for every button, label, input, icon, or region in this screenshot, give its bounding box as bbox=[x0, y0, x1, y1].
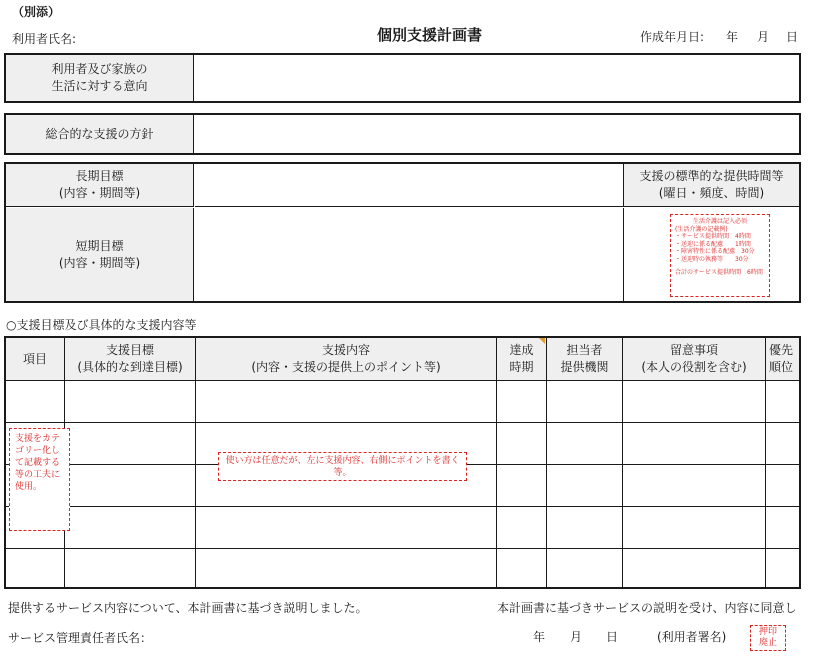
intention-label: 利用者及び家族の 生活に対する意向 bbox=[6, 55, 194, 101]
explained-statement: 提供するサービス内容について、本計画書に基づき説明しました。 bbox=[8, 601, 368, 615]
agreed-statement: 本計画書に基づきサービスの説明を受け、内容に同意し bbox=[497, 601, 797, 615]
page-title: 個別支援計画書 bbox=[377, 26, 483, 44]
col-header-achieve: 達成 時期 bbox=[497, 338, 546, 380]
time-note-line1: 生活介護は記入必須 bbox=[692, 218, 747, 225]
user-name-label: 利用者氏名: bbox=[12, 32, 77, 46]
sign-year: 年 bbox=[533, 630, 546, 644]
table-row[interactable] bbox=[6, 549, 801, 587]
manager-name-label: サービス管理責任者氏名： bbox=[8, 631, 153, 645]
user-signature-label: (利用者署名) bbox=[657, 630, 727, 644]
col-header-staff: 担当者 提供機関 bbox=[547, 338, 622, 380]
short-term-field[interactable] bbox=[195, 208, 623, 301]
time-note-line2: (生活介護の記載例) bbox=[675, 225, 728, 233]
intention-field[interactable] bbox=[195, 55, 799, 101]
long-term-field[interactable] bbox=[195, 164, 623, 207]
time-note-item: ・サービス提供時間 4時間 bbox=[675, 233, 751, 240]
policy-field[interactable] bbox=[195, 115, 799, 153]
time-note-item: ・送迎に係る配慮 1時間 bbox=[675, 240, 751, 248]
col-header-notes: 留意事項 (本人の役割を含む) bbox=[623, 338, 765, 380]
time-note-total: 合計のサービス提供時間 6時間 bbox=[675, 269, 763, 276]
long-term-label: 長期目標 (内容・期間等) bbox=[6, 164, 194, 207]
policy-box bbox=[4, 113, 801, 155]
col-header-item: 項目 bbox=[6, 338, 64, 380]
standard-time-label: 支援の標準的な提供時間等 (曜日・頻度、時間) bbox=[623, 164, 799, 207]
date-label: 作成年月日: bbox=[640, 30, 705, 44]
table-row[interactable] bbox=[6, 381, 801, 422]
time-example-note bbox=[670, 214, 770, 297]
col-header-priority: 優先 順位 bbox=[766, 338, 801, 380]
table-row[interactable] bbox=[6, 507, 801, 548]
date-year: 年 bbox=[726, 30, 739, 44]
sign-month: 月 bbox=[570, 630, 583, 644]
usage-annotation: 使い方は任意だが、左に支援内容、右側にポイントを書く等。 bbox=[218, 452, 467, 481]
time-note-item: ・障害特性に係る配慮 30分 bbox=[675, 248, 755, 255]
time-note-item: ・送迎時の執務等 30分 bbox=[675, 255, 749, 263]
comment-marker-icon bbox=[539, 338, 545, 344]
date-day: 日 bbox=[786, 30, 799, 44]
intention-box bbox=[4, 53, 801, 103]
seal-abolished-note: 押印 廃止 bbox=[750, 625, 786, 651]
support-section-label: ○支援目標及び具体的な支援内容等 bbox=[6, 318, 197, 332]
attachment-label: （別添） bbox=[12, 5, 61, 19]
policy-label: 総合的な支援の方針 bbox=[6, 115, 194, 153]
col-header-goal: 支援目標 (具体的な到達目標) bbox=[65, 338, 195, 380]
col-header-content: 支援内容 (内容・支援の提供上のポイント等) bbox=[196, 338, 496, 380]
date-month: 月 bbox=[757, 30, 770, 44]
category-annotation: 支援をカテゴリー化して記載する等の工夫に使用。 bbox=[9, 428, 70, 531]
sign-day: 日 bbox=[606, 630, 619, 644]
short-term-label: 短期目標 (内容・期間等) bbox=[6, 208, 194, 301]
